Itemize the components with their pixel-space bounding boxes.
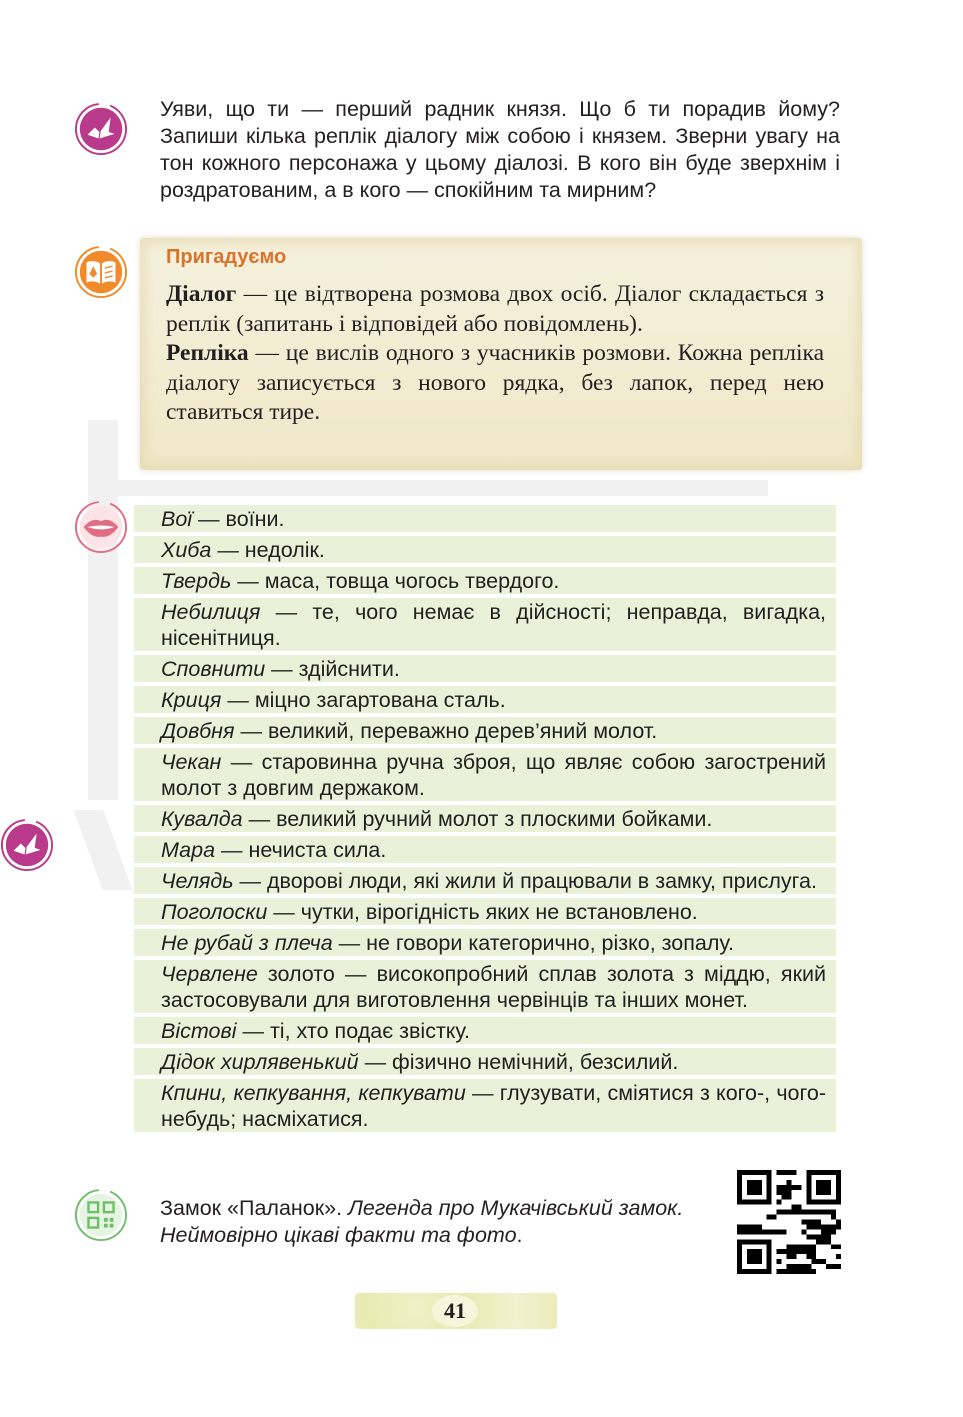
task-text: Уяви, що ти — перший радник князя. Що б ти порадив йому? Запиши кілька реплік діалогу між собою і князем. Зверни увагу на тон кожного персонажа у цьому діалозі. В кого він буде зверхнім і роздратованим, а в кого — спокійним та мирним? bbox=[160, 97, 840, 202]
remember-text bbox=[166, 280, 824, 428]
watermark-bar bbox=[118, 480, 768, 496]
glossary-definition: — здійснити. bbox=[265, 657, 400, 681]
glossary-term: Мара bbox=[161, 838, 216, 862]
glossary-definition: — чутки, вірогідність яких не встановлено. bbox=[267, 900, 698, 924]
glossary-definition: — воїни. bbox=[192, 507, 285, 531]
glossary-term: Небилиця bbox=[161, 600, 261, 624]
glossary-term: Червлене bbox=[161, 962, 258, 986]
dialog-definition bbox=[166, 280, 824, 339]
glossary-entry bbox=[134, 505, 836, 532]
glossary-entry bbox=[134, 686, 836, 713]
glossary-term: Довбня bbox=[161, 719, 235, 743]
glossary-entry bbox=[134, 1048, 836, 1075]
video-link-note bbox=[160, 1195, 720, 1249]
qr-code-icon bbox=[74, 1188, 128, 1242]
replica-definition bbox=[166, 339, 824, 428]
glossary-definition: — дворові люди, які жили й працювали в замку, прислуга. bbox=[233, 869, 817, 893]
book-pen-icon bbox=[74, 245, 128, 299]
glossary-entry bbox=[134, 1079, 836, 1132]
glossary-definition: — маса, товща чогось твердого. bbox=[231, 569, 560, 593]
glossary-definition: — міцно загартована сталь. bbox=[221, 688, 506, 712]
glossary-entry bbox=[134, 805, 836, 832]
glossary-entry bbox=[134, 598, 836, 651]
glossary-term: Дідок хирлявенький bbox=[161, 1050, 359, 1074]
video-note-end: . bbox=[516, 1223, 523, 1247]
qr-code[interactable] bbox=[737, 1170, 841, 1274]
glossary-definition: — ті, хто подає звістку. bbox=[236, 1019, 471, 1043]
glossary-definition: — недолік. bbox=[211, 538, 325, 562]
video-description: Легенда про Мукачівський замок. Неймовірно цікаві факти та фото bbox=[160, 1196, 684, 1247]
dialog-definition-text: — це відтворена розмова двох осіб. Діалог складається з реплік (запитань і відповідей або повідомлень). bbox=[166, 281, 824, 337]
origami-crane-icon bbox=[74, 102, 128, 156]
lips-icon bbox=[74, 500, 128, 554]
glossary-entry bbox=[134, 867, 836, 894]
origami-crane-icon bbox=[0, 818, 54, 872]
replica-definition-text: — це вислів одного з учасників розмови. Кожна репліка діалогу записується з нового рядка, без лапок, перед нею ставиться тире. bbox=[166, 340, 824, 425]
video-title: Замок «Паланок». bbox=[160, 1196, 349, 1220]
glossary-entry bbox=[134, 960, 836, 1013]
glossary-definition: — великий, переважно дерев’яний молот. bbox=[234, 719, 658, 743]
glossary-term: Сповнити bbox=[161, 657, 266, 681]
glossary-entry bbox=[134, 929, 836, 956]
glossary-definition: — фізично немічний, безсилий. bbox=[358, 1050, 679, 1074]
glossary-entry bbox=[134, 1017, 836, 1044]
watermark-bar bbox=[88, 420, 118, 800]
glossary-term: Не рубай з плеча bbox=[161, 931, 333, 955]
glossary-entry bbox=[134, 655, 836, 682]
glossary-term: Кувалда bbox=[161, 807, 243, 831]
remember-title: Пригадуємо bbox=[166, 246, 287, 268]
glossary-term: Твердь bbox=[161, 569, 232, 593]
glossary-term: Челядь bbox=[161, 869, 234, 893]
glossary-term: Вістові bbox=[161, 1019, 237, 1043]
glossary-entry bbox=[134, 717, 836, 744]
glossary-entry bbox=[134, 748, 836, 801]
glossary bbox=[134, 505, 836, 1136]
glossary-entry bbox=[134, 836, 836, 863]
glossary-entry bbox=[134, 536, 836, 563]
glossary-term: Поголоски bbox=[161, 900, 268, 924]
glossary-definition: — старовинна ручна зброя, що являє собою загострений молот з довгим держаком. bbox=[161, 750, 826, 800]
glossary-entry bbox=[134, 567, 836, 594]
page-number: 41 bbox=[432, 1295, 478, 1327]
replica-term: Репліка bbox=[166, 340, 249, 366]
glossary-term: Чекан bbox=[161, 750, 222, 774]
glossary-definition: — те, чого немає в дійсності; неправда, вигадка, нісенітниця. bbox=[161, 600, 826, 650]
glossary-definition: золото — високопробний сплав золота з міддю, який застосовували для виготовлення червінців та інших монет. bbox=[161, 962, 826, 1012]
glossary-definition: — не говори категорично, різко, зопалу. bbox=[332, 931, 734, 955]
glossary-term: Хиба bbox=[161, 538, 212, 562]
glossary-definition: — великий ручний молот з плоскими бойками. bbox=[242, 807, 713, 831]
glossary-term: Вої bbox=[161, 507, 193, 531]
dialog-term: Діалог bbox=[166, 281, 237, 307]
glossary-entry bbox=[134, 898, 836, 925]
glossary-term: Кпини, кепкування, кепкувати bbox=[161, 1081, 466, 1105]
watermark-bar bbox=[73, 810, 132, 890]
glossary-definition: — нечиста сила. bbox=[215, 838, 387, 862]
glossary-definition: — глузувати, сміятися з кого-, чого-небудь; насміхатися. bbox=[161, 1081, 826, 1131]
glossary-term: Криця bbox=[161, 688, 222, 712]
